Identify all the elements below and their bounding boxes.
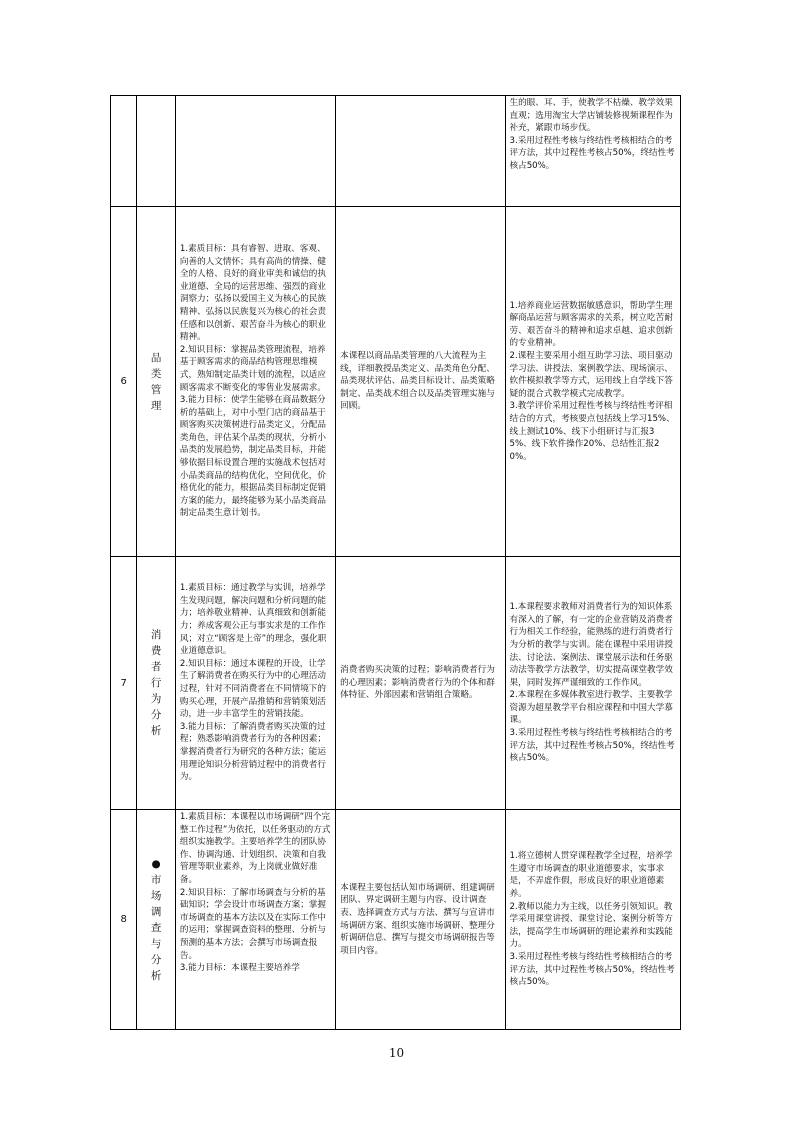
teaching-requirements: 1.本课程要求教师对消费者行为的知识体系有深入的了解，有一定的企业营销及消费者行为相关工作经验，能熟练的进行消费者行为分析的教学与实训。能在课程中采用讲授法、讨论法、案例法、课堂展示法和任务驱动法等教学方法教学，切实提高课堂教学效果，同时发挥严谨细致的工作作风。 2.本课程在多媒体教室进行教学、主要教学资源为超星教学平台相应课程和中国大学慕课。 3.采用过程性考核与终结性考核相结合的考评方法，其中过程性考核占50%，终结性考核占50%。: [505, 557, 681, 810]
row-number: 7: [111, 557, 137, 810]
table-row-consumer-behavior: [111, 557, 681, 810]
course-name: ●市场调查与分析: [137, 810, 176, 1030]
course-goals: 1.素质目标：具有睿智、进取、客观、向善的人文情怀；具有高尚的情操、健全的人格、良好的商业审美和诚信的执业道德、全局的运营思维、强烈的商业洞察力；弘扬以爱国主义为核心的民族精神、弘扬以民族复兴为核心的社会责任感和以创新、艰苦奋斗为核心的职业精神。 2.知识目标：掌握品类管理流程，培养基于顾客需求的商品结构管理思维模式，熟知制定品类计划的流程，以适应顾客需求不断变化的零售业发展需求。 3.能力目标：使学生能够在商品数据分析的基础上，对中小型门店的商品基于顾客购买决策树进行品类定义，分配品类角色，评估某个品类的现状，分析小品类的发展趋势，制定品类目标，并能够依据目标设置合理的实施战术包括对小品类商品的结构优化，空间优化，价格优化的能力，根据品类目标制定促销方案的能力，最终能够为某小品类商品制定品类生意计划书。: [175, 207, 335, 557]
teaching-requirements: 1.培养商业运营数据敏感意识，帮助学生理解商品运营与顾客需求的关系，树立吃苦耐劳、艰苦奋斗的精神和追求卓越、追求创新的专业精神。 2.课程主要采用小组互助学习法、项目驱动学习法、讲授法、案例教学法、现场演示、软件模拟教学等方式，运用线上自学线下答疑的混合式教学模式完成教学。 3.教学评价采用过程性考核与终结性考评相结合的方式，考核要点包括线上学习15%、线上测试10%、线下小组研讨与汇报35%、线下软件操作20%、总结性汇报20%。: [505, 207, 681, 557]
course-content: 消费者购买决策的过程；影响消费者行为的心理因素；影响消费者行为的个体和群体特征、外部因素和营销组合策略。: [336, 557, 505, 810]
table-row-category-management: [111, 207, 681, 557]
course-name: 品类管理: [137, 207, 176, 557]
table-row-market-research: [111, 810, 681, 1030]
course-table: [110, 95, 681, 1030]
course-name: [137, 96, 176, 207]
course-goals: [175, 96, 335, 207]
row-number: 6: [111, 207, 137, 557]
row-number: [111, 96, 137, 207]
course-goals: 1.素质目标：通过教学与实训，培养学生发现问题，解决问题和分析问题的能力；培养敬业精神、认真细致和创新能力；养成客观公正与事实求是的工作作风；对立“顾客是上帝”的理念，强化职业道德意识。 2.知识目标：通过本课程的开设，让学生了解消费者在购买行为中的心理活动过程，针对不同消费者在不同情境下的购买心理，开展产品推销和营销策划活动，进一步丰富学生的营销技能。 3.能力目标：了解消费者购买决策的过程；熟悉影响消费者行为的各种因素；掌握消费者行为研究的各种方法；能运用理论知识分析营销过程中的消费者行为。: [175, 557, 335, 810]
course-content: 本课程主要包括认知市场调研、组建调研团队、界定调研主题与内容、设计调查表、选择调查方式与方法、撰写与宣讲市场调研方案、组织实施市场调研、整理分析调研信息、撰写与提交市场调研报告等项目内容。: [336, 810, 505, 1030]
course-content: 本课程以商品品类管理的八大流程为主线，详细教授品类定义、品类角色分配、品类现状评估、品类目标设计、品类策略制定、品类战术组合以及品类管理实施与回顾。: [336, 207, 505, 557]
teaching-requirements: 1.将立德树人贯穿课程教学全过程，培养学生遵守市场调查的职业道德要求，实事求是，不弄虚作假，形成良好的职业道德素养。 2.教师以能力为主线，以任务引领知识。教学采用课堂讲授、课堂讨论、案例分析等方法，提高学生市场调研的理论素养和实践能力。 3.采用过程性考核与终结性考核相结合的考评方法，其中过程性考核占50%，终结性考核占50%。: [505, 810, 681, 1030]
course-name: 消费者行为分析: [137, 557, 176, 810]
row-number: 8: [111, 810, 137, 1030]
course-content: [336, 96, 505, 207]
page-number: 10: [388, 1046, 405, 1060]
course-goals: 1.素质目标：本课程以市场调研“四个完整工作过程”为依托，以任务驱动的方式组织实施教学。主要培养学生的团队协作、协调沟通、计划组织、决策和自我管理等职业素养，为上岗就业做好准备。 2.知识目标：了解市场调查与分析的基础知识；学会设计市场调查方案；掌握市场调查的基本方法以及在实际工作中的运用；掌握调查资料的整理、分析与预测的基本方法；会撰写市场调查报告。 3.能力目标：本课程主要培养学: [175, 810, 335, 1030]
teaching-requirements: 生的眼、耳、手，使教学不枯燥、教学效果直观；选用淘宝大学店铺装修视频课程作为补充，紧跟市场步伐。 3.采用过程性考核与终结性考核相结合的考评方法，其中过程性考核占50%，终结性考核占50%。: [505, 96, 681, 207]
table-row-continued: [111, 96, 681, 207]
